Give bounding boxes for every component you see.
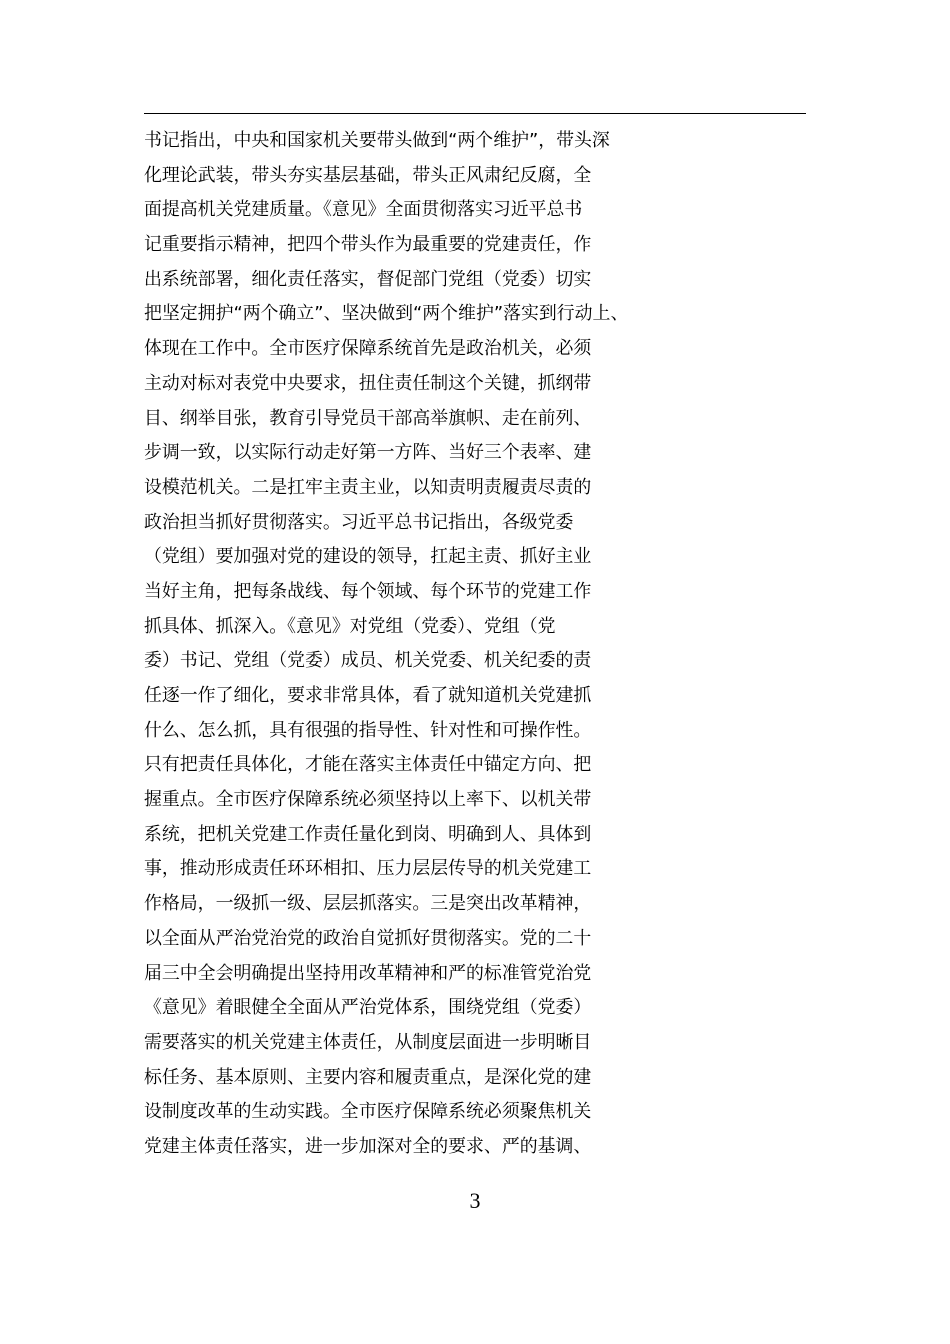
text-line: （党组）要加强对党的建设的领导，扛起主责、抓好主业 [144,546,592,568]
text-line: 主动对标对表党中央要求，扭住责任制这个关键，抓纲带 [144,372,592,394]
text-line: 设制度改革的生动实践。全市医疗保障系统必须聚焦机关 [144,1101,592,1123]
text-line: 设模范机关。二是扛牢主责主业，以知责明责履责尽责的 [144,476,592,498]
text-line: 面提高机关党建质量。《意见》全面贯彻落实习近平总书 [144,199,583,221]
body-text [144,124,824,1165]
text-line: 事，推动形成责任环环相扣、压力层层传导的机关党建工 [144,858,592,880]
text-line: 只有把责任具体化，才能在落实主体责任中锚定方向、把 [144,754,592,776]
text-line: 书记指出，中央和国家机关要带头做到“两个维护”，带头深 [144,130,610,151]
text-line: 握重点。全市医疗保障系统必须坚持以上率下、以机关带 [144,789,592,811]
text-line: 步调一致，以实际行动走好第一方阵、当好三个表率、建 [144,442,592,464]
text-line: 抓具体、抓深入。《意见》对党组（党委）、党组（党 [144,615,556,637]
text-line: 把坚定拥护“两个确立”、坚决做到“两个维护”落实到行动上、 [144,303,629,325]
text-line: 作格局，一级抓一级、层层抓落实。三是突出改革精神， [144,893,592,915]
text-line: 出系统部署，细化责任落实，督促部门党组（党委）切实 [144,268,592,290]
text-line: 当好主角，把每条战线、每个领域、每个环节的党建工作 [144,580,592,602]
text-line: 记重要指示精神，把四个带头作为最重要的党建责任，作 [144,234,592,256]
header-rule [144,113,806,114]
text-line: 需要落实的机关党建主体责任，从制度层面进一步明晰目 [144,1031,592,1053]
text-line: 目、纲举目张，教育引导党员干部高举旗帜、走在前列、 [144,407,592,429]
page-number: 3 [469,1188,481,1213]
text-line: 政治担当抓好贯彻落实。习近平总书记指出，各级党委 [144,511,574,533]
text-line: 届三中全会明确提出坚持用改革精神和严的标准管党治党 [144,962,592,984]
text-line: 系统，把机关党建工作责任量化到岗、明确到人、具体到 [144,823,592,845]
text-line: 什么、怎么抓，具有很强的指导性、针对性和可操作性。 [144,719,592,741]
text-line: 《意见》着眼健全全面从严治党体系，围绕党组（党委） [144,997,592,1019]
text-line: 党建主体责任落实，进一步加深对全的要求、严的基调、 [144,1135,592,1157]
text-line: 标任务、基本原则、主要内容和履责重点，是深化党的建 [144,1066,592,1088]
text-line: 体现在工作中。全市医疗保障系统首先是政治机关，必须 [144,338,592,360]
text-line: 任逐一作了细化，要求非常具体，看了就知道机关党建抓 [144,685,592,706]
text-line: 化理论武装，带头夯实基层基础，带头正风肃纪反腐，全 [144,164,592,186]
text-line: 以全面从严治党治党的政治自觉抓好贯彻落实。党的二十 [144,927,592,949]
text-line: 委）书记、党组（党委）成员、机关党委、机关纪委的责 [144,650,592,672]
